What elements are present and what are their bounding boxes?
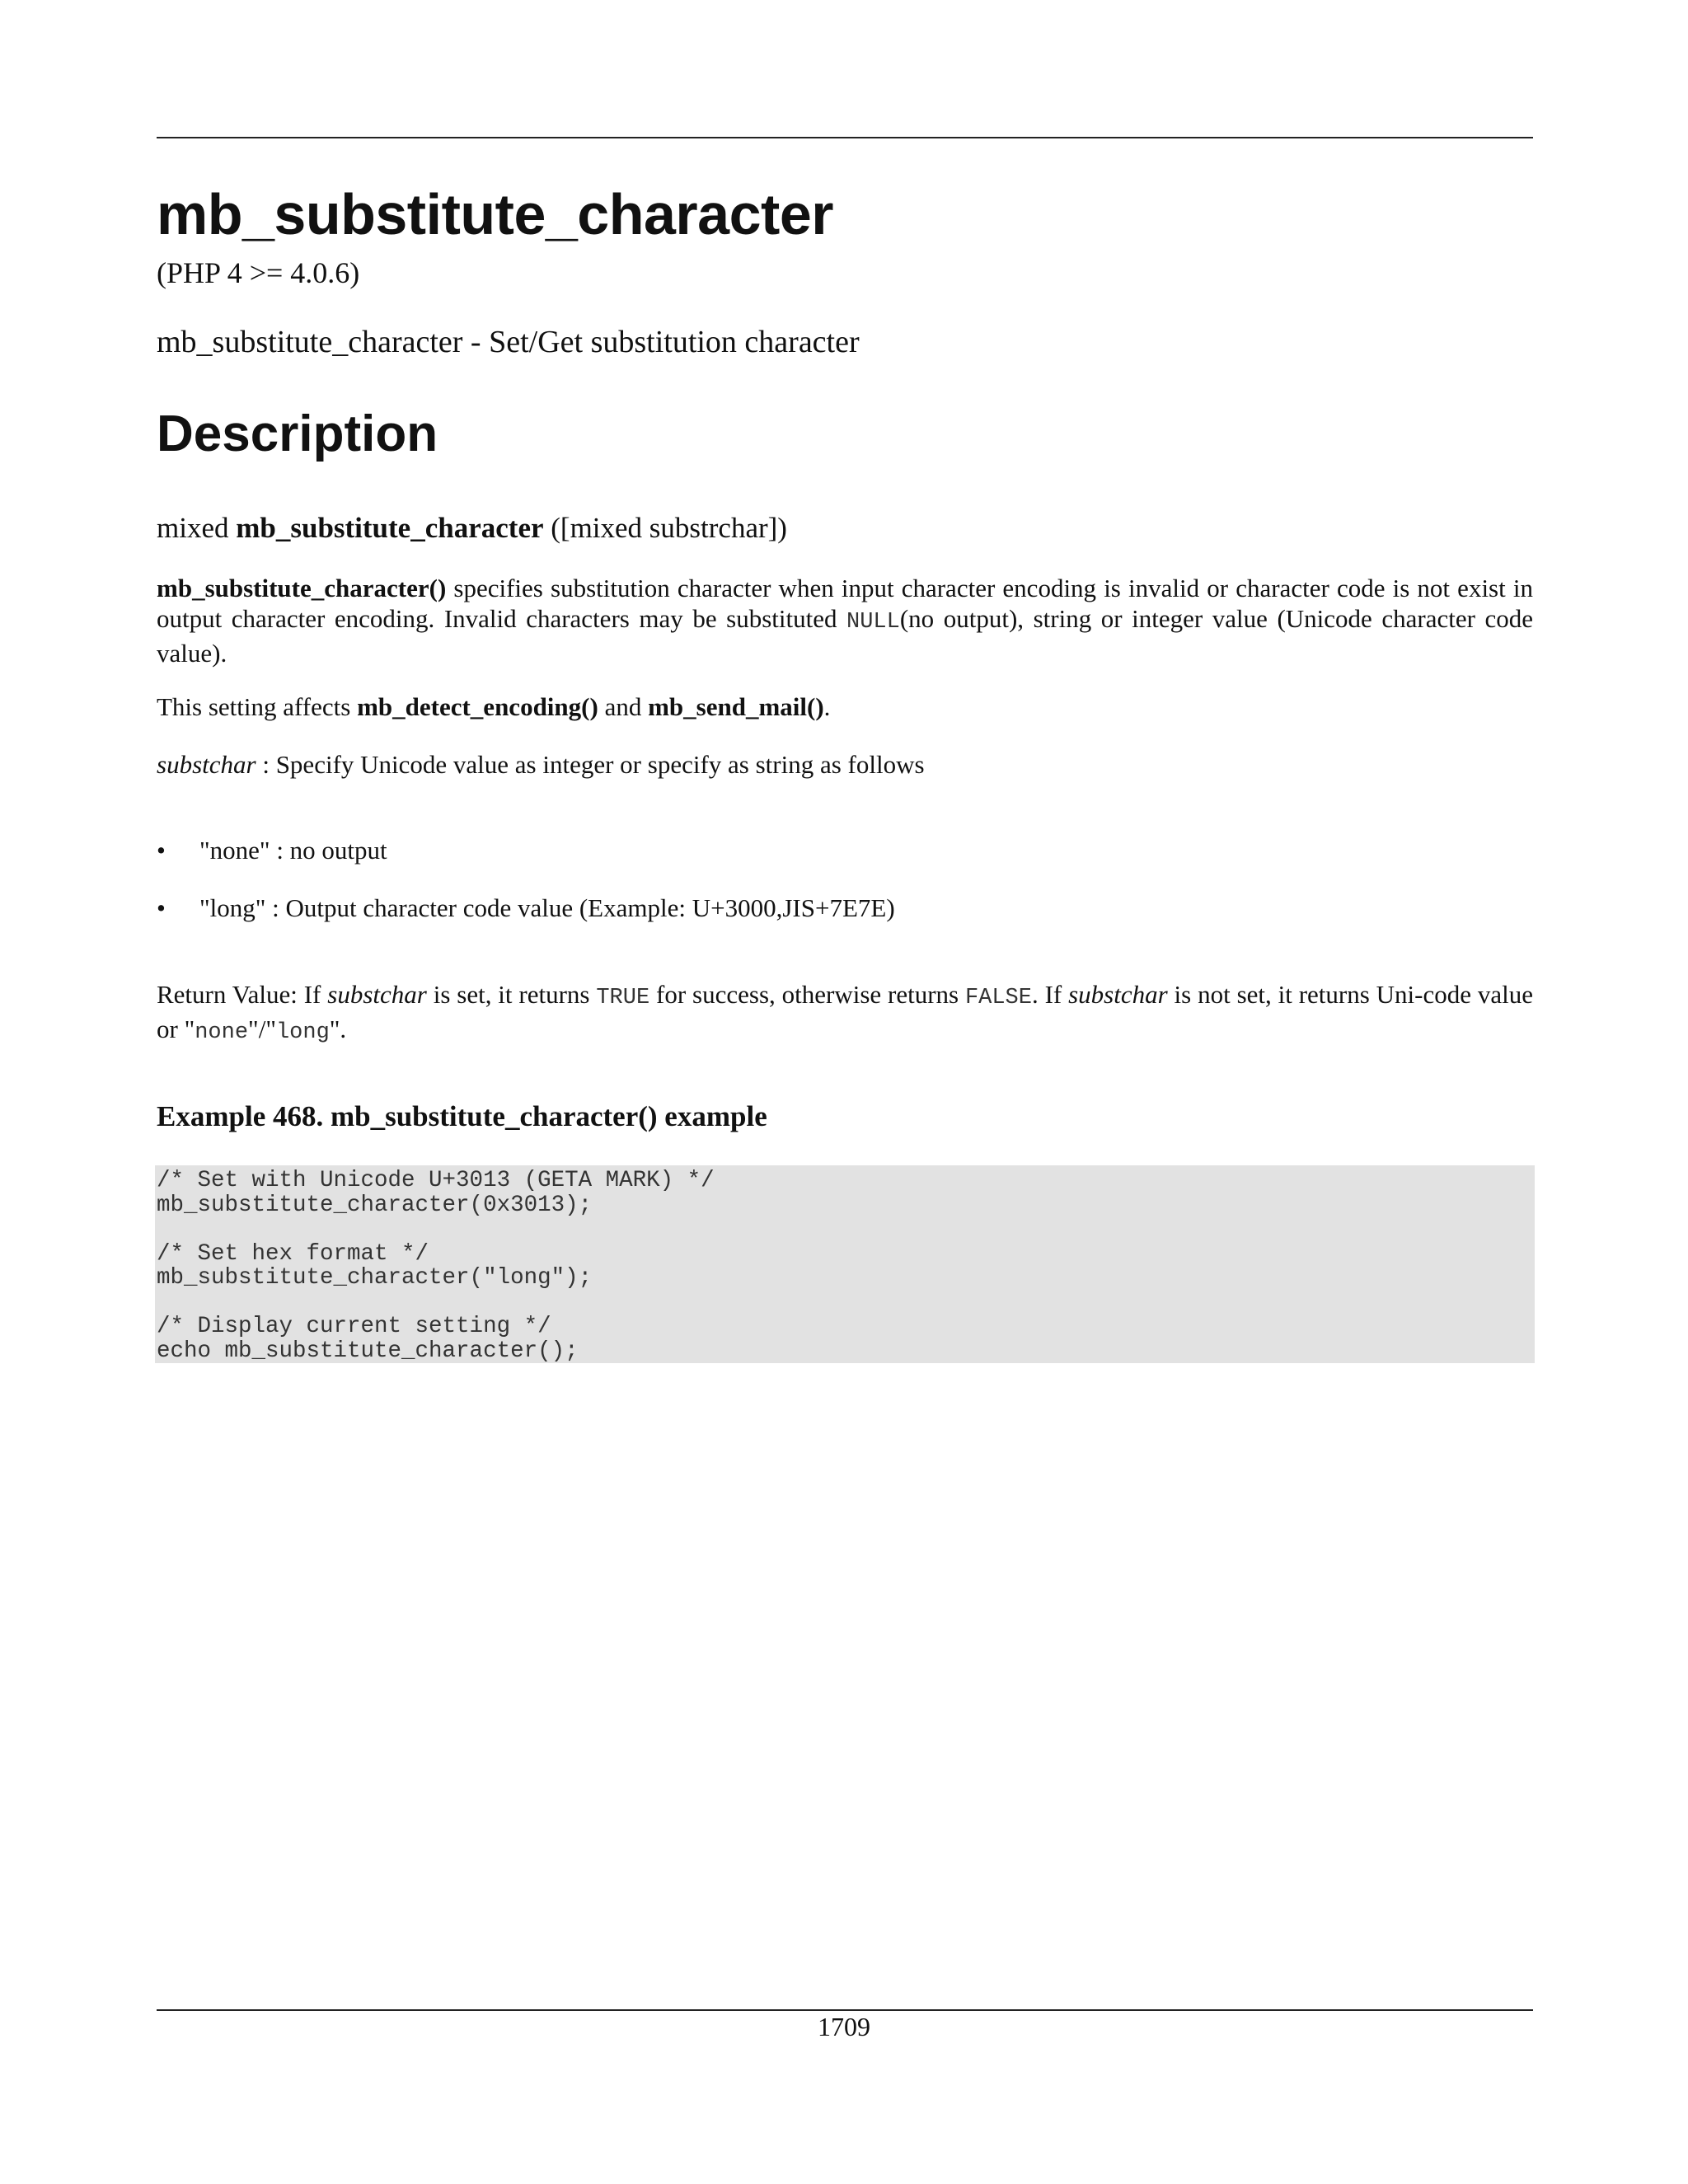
affects-text-c: . — [823, 692, 831, 721]
parameter-paragraph — [157, 749, 1533, 780]
affects-text-a: This setting affects — [157, 692, 358, 721]
synopsis-params: ([mixed substrchar]) — [551, 512, 787, 544]
function-synopsis — [157, 511, 787, 546]
function-ref-send-mail: mb_send_mail() — [648, 692, 824, 721]
function-ref: mb_substitute_character() — [157, 574, 447, 602]
affects-paragraph — [157, 691, 1533, 722]
description-paragraph — [157, 573, 1533, 668]
page-title: mb_substitute_character — [157, 182, 834, 246]
function-ref-detect-encoding: mb_detect_encoding() — [357, 692, 598, 721]
bullet-marker: • — [157, 836, 166, 865]
return-value-paragraph — [157, 979, 1533, 1048]
affects-text-b: and — [598, 692, 649, 721]
true-literal: TRUE — [596, 986, 650, 1010]
list-item-text: "none" : no output — [199, 836, 387, 865]
return-text-a: Return Value: If — [157, 980, 328, 1009]
none-literal: none — [195, 1020, 249, 1045]
return-text-f: "/" — [248, 1015, 276, 1043]
code-example — [155, 1165, 1535, 1363]
list-item — [157, 835, 387, 865]
header-rule — [157, 137, 1533, 138]
null-literal: NULL — [846, 610, 900, 635]
description-text-a: specifies substitution character when input character encoding is invalid or character code is not exist in output character encoding. Invalid characters may be substituted — [157, 574, 1533, 633]
parameter-name: substchar — [157, 750, 256, 779]
return-text-b: is set, it returns — [426, 980, 597, 1009]
parameter-name: substchar — [1068, 980, 1168, 1009]
synopsis-function-name: mb_substitute_character — [236, 512, 544, 544]
bullet-marker: • — [157, 893, 166, 922]
code-listing: /* Set with Unicode U+3013 (GETA MARK) */ mb_substitute_character(0x3013); /* Set hex format */ mb_substitute_character("long"); /* Display current setting */ echo mb_substitute_character(); — [157, 1168, 715, 1364]
long-literal: long — [275, 1020, 330, 1045]
refname-purpose: mb_substitute_character - Set/Get substitution character — [157, 325, 860, 359]
description-text-b: (no output), string or integer value (Unicode character code value). — [157, 604, 1533, 668]
return-text-c: for success, otherwise returns — [649, 980, 965, 1009]
return-text-e: is not set, it returns Uni-code value or " — [157, 980, 1534, 1043]
list-item — [157, 893, 895, 923]
page-number: 1709 — [818, 2012, 870, 2041]
false-literal: FALSE — [964, 986, 1032, 1010]
return-text-g: ". — [329, 1015, 347, 1043]
synopsis-return-type: mixed — [157, 512, 229, 544]
list-item-text: "long" : Output character code value (Example: U+3000,JIS+7E7E) — [199, 893, 895, 922]
return-text-d: . If — [1031, 980, 1069, 1009]
parameter-name: substchar — [327, 980, 427, 1009]
section-heading-description: Description — [157, 405, 438, 462]
version-info: (PHP 4 >= 4.0.6) — [157, 256, 360, 289]
example-title: Example 468. mb_substitute_character() example — [157, 1100, 767, 1132]
parameter-text: : Specify Unicode value as integer or specify as string as follows — [256, 750, 925, 779]
